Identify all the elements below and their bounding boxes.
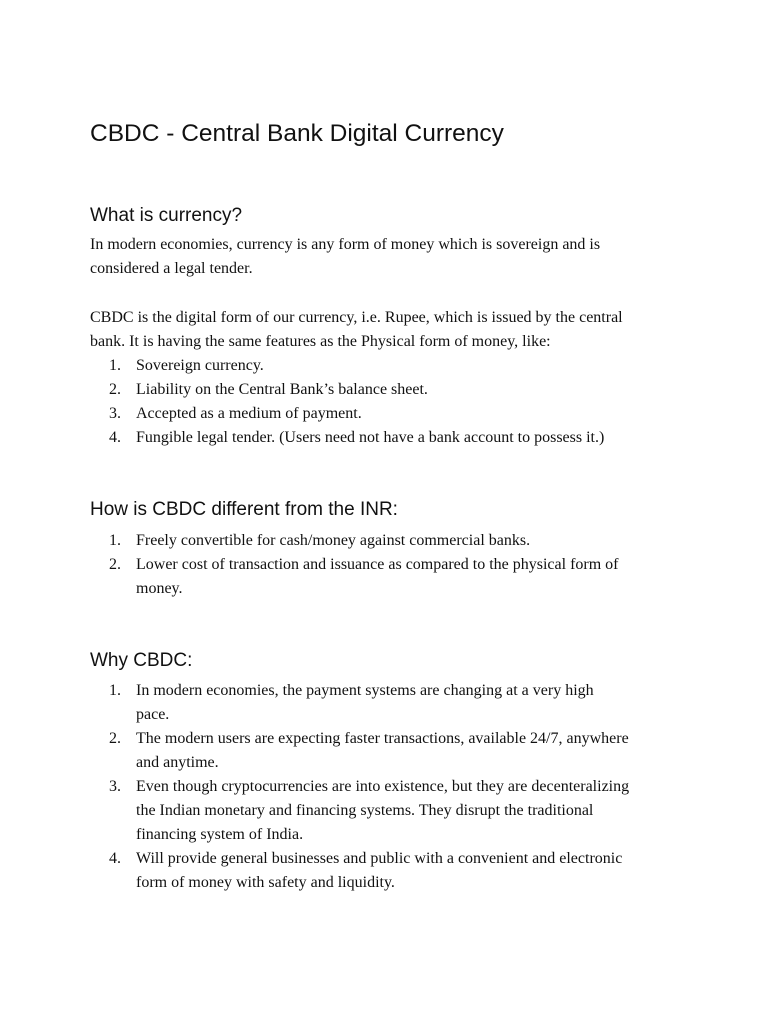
list-item-text: money.: [136, 580, 183, 597]
text-line: bank. It is having the same features as the Physical form of money, like:: [90, 333, 551, 350]
list-item-number: 3.: [109, 405, 121, 422]
list-item-text: Liability on the Central Bank’s balance sheet.: [136, 381, 428, 398]
list-item-number: 1.: [109, 682, 121, 699]
list-item: [90, 378, 690, 402]
features-list: [90, 354, 690, 450]
section-heading-why-cbdc: Why CBDC:: [90, 650, 193, 671]
list-item-text: Sovereign currency.: [136, 357, 264, 374]
list-item: [90, 679, 690, 727]
list-item: [90, 529, 690, 553]
list-item-text: Even though cryptocurrencies are into existence, but they are decenteralizing: [136, 778, 630, 795]
differences-list: [90, 529, 690, 601]
list-item: [90, 727, 690, 775]
list-item-text: financing system of India.: [136, 826, 304, 843]
list-item-number: 1.: [109, 357, 121, 374]
paragraph-cbdc-definition: [90, 306, 690, 354]
page-title: CBDC - Central Bank Digital Currency: [90, 120, 504, 147]
list-item: [90, 847, 690, 895]
list-item-text: Lower cost of transaction and issuance as compared to the physical form of: [136, 556, 619, 573]
list-item: [90, 775, 690, 847]
list-item-text: In modern economies, the payment systems are changing at a very high: [136, 682, 594, 699]
list-item-text: Freely convertible for cash/money against commercial banks.: [136, 532, 531, 549]
list-item-text: Will provide general businesses and public with a convenient and electronic: [136, 850, 623, 867]
list-item: [90, 553, 690, 601]
text-line: CBDC is the digital form of our currency, i.e. Rupee, which is issued by the central: [90, 309, 623, 326]
list-item-text: the Indian monetary and financing systems. They disrupt the traditional: [136, 802, 594, 819]
list-item-text: Accepted as a medium of payment.: [136, 405, 362, 422]
list-item-number: 4.: [109, 429, 121, 446]
section-heading-what-is-currency: What is currency?: [90, 205, 243, 226]
section-heading-cbdc-vs-inr: How is CBDC different from the INR:: [90, 499, 398, 520]
list-item-number: 2.: [109, 381, 121, 398]
list-item-number: 2.: [109, 556, 121, 573]
list-item-number: 4.: [109, 850, 121, 867]
list-item: [90, 402, 690, 426]
reasons-list: [90, 679, 690, 895]
list-item-text: pace.: [136, 706, 170, 723]
list-item-number: 2.: [109, 730, 121, 747]
list-item-number: 1.: [109, 532, 121, 549]
text-line: considered a legal tender.: [90, 260, 253, 277]
text-line: In modern economies, currency is any form of money which is sovereign and is: [90, 236, 601, 253]
list-item-text: form of money with safety and liquidity.: [136, 874, 395, 891]
list-item-text: and anytime.: [136, 754, 219, 771]
list-item-number: 3.: [109, 778, 121, 795]
paragraph-currency-definition: [90, 233, 690, 281]
list-item-text: The modern users are expecting faster transactions, available 24/7, anywhere: [136, 730, 629, 747]
list-item: [90, 426, 690, 450]
list-item-text: Fungible legal tender. (Users need not have a bank account to possess it.): [136, 429, 605, 446]
list-item: [90, 354, 690, 378]
